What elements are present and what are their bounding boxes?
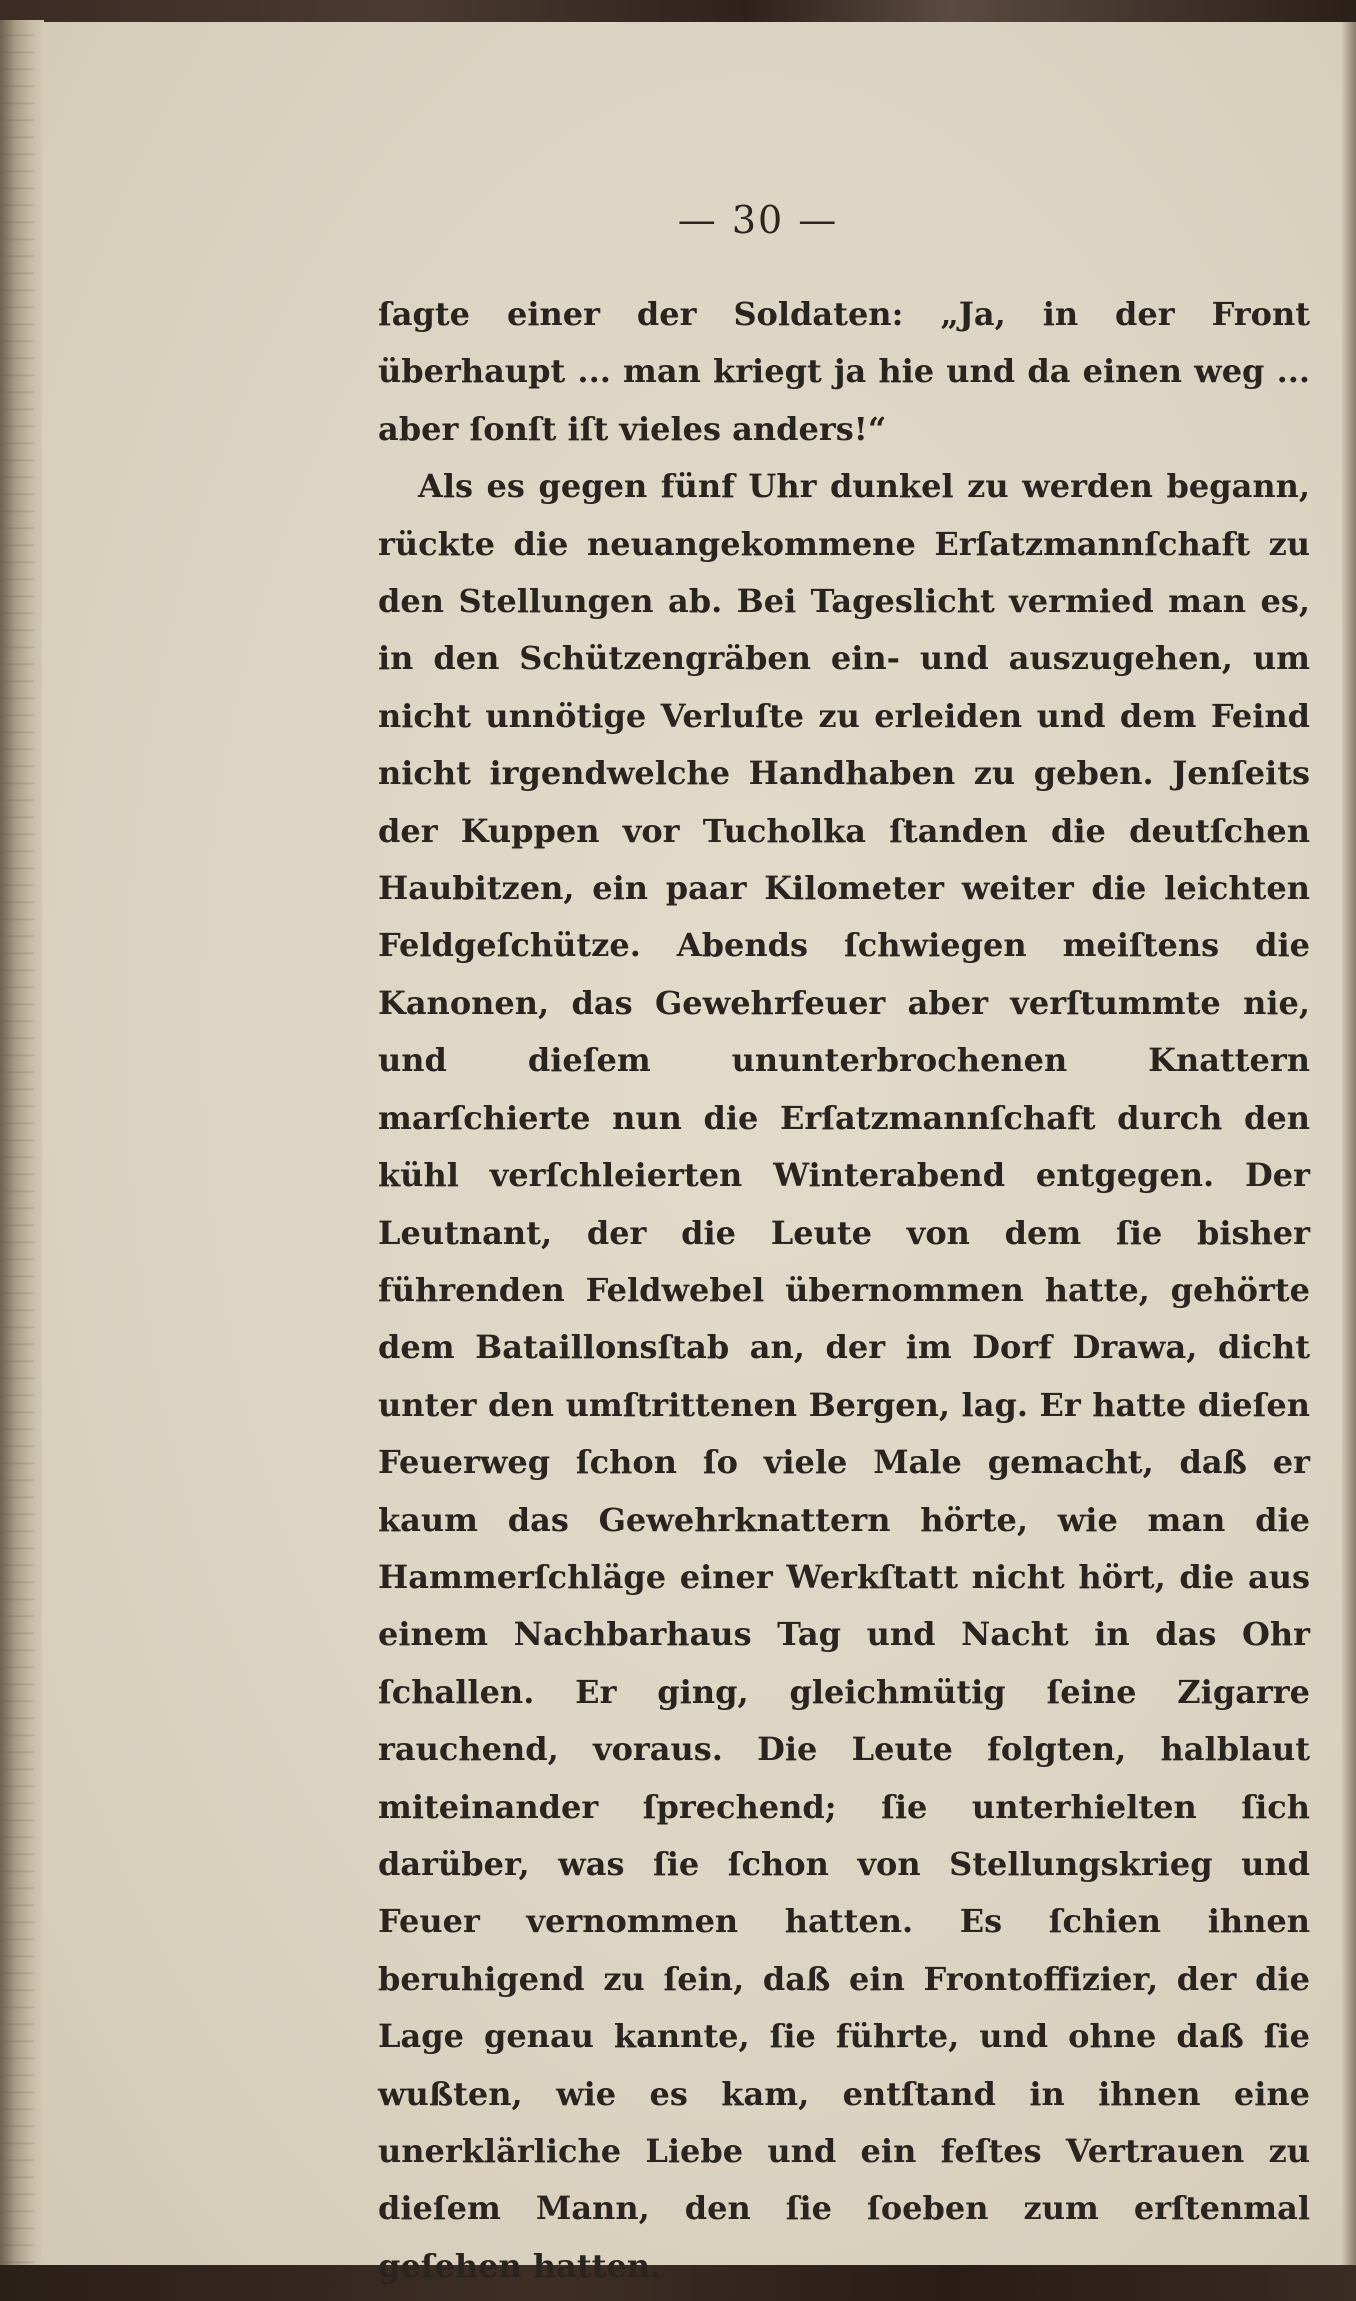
paragraph-1: ſagte einer der Soldaten: „Ja, in der Front überhaupt ... man kriegt ja hie und da einen weg ... aber ſonſt iſt vieles anders!“ [378,295,1310,448]
paragraph-2: Als es gegen fünf Uhr dunkel zu werden begann, rückte die neuangekommene Erſatzmannſchaft zu den Stellungen ab. Bei Tageslicht vermied man es, in den Schützengräben ein- und auszugehen, um nicht unnötige Verluſte zu erleiden und dem Feind nicht irgendwelche Handhaben zu geben. Jenſeits der Kuppen vor Tucholka ſtanden die deutſchen Haubitzen, ein paar Kilometer weiter die leichten Feldgeſchütze. Abends ſchwiegen meiſtens die Kanonen, das Gewehrfeuer aber verſtummte nie, und dieſem ununterbrochenen Knattern marſchierte nun die Erſatzmannſchaft durch den kühl verſchleierten Winterabend entgegen. Der Leutnant, der die Leute von dem ſie bisher führenden Feldwebel übernommen hatte, gehörte dem Bataillonsſtab an, der im Dorf Drawa, dicht unter den umſtrittenen Bergen, lag. Er hatte dieſen Feuerweg ſchon ſo viele Male gemacht, daß er kaum das Gewehrknattern hörte, wie man die Hammerſchläge einer Werkſtatt nicht hört, die aus einem Nachbarhaus Tag und Nacht in das Ohr ſchallen. Er ging, gleichmütig ſeine Zigarre rauchend, voraus. Die Leute folgten, halblaut miteinander ſprechend; ſie unterhielten ſich darüber, was ſie ſchon von Stellungskrieg und Feuer vernommen hatten. Es ſchien ihnen beruhigend zu ſein, daß ein Frontoffizier, der die Lage genau kannte, ſie führte, und ohne daß ſie wußten, wie es kam, entſtand in ihnen eine unerklärliche Liebe und ein feſtes Vertrauen zu dieſem Mann, den ſie ſoeben zum erſtenmal geſehen hatten. [378,467,1310,2285]
page-number: — 30 — [677,198,839,242]
gutter-texture [4,20,34,2270]
right-page-edge [1342,22,1356,2268]
body-text [378,286,1310,2295]
